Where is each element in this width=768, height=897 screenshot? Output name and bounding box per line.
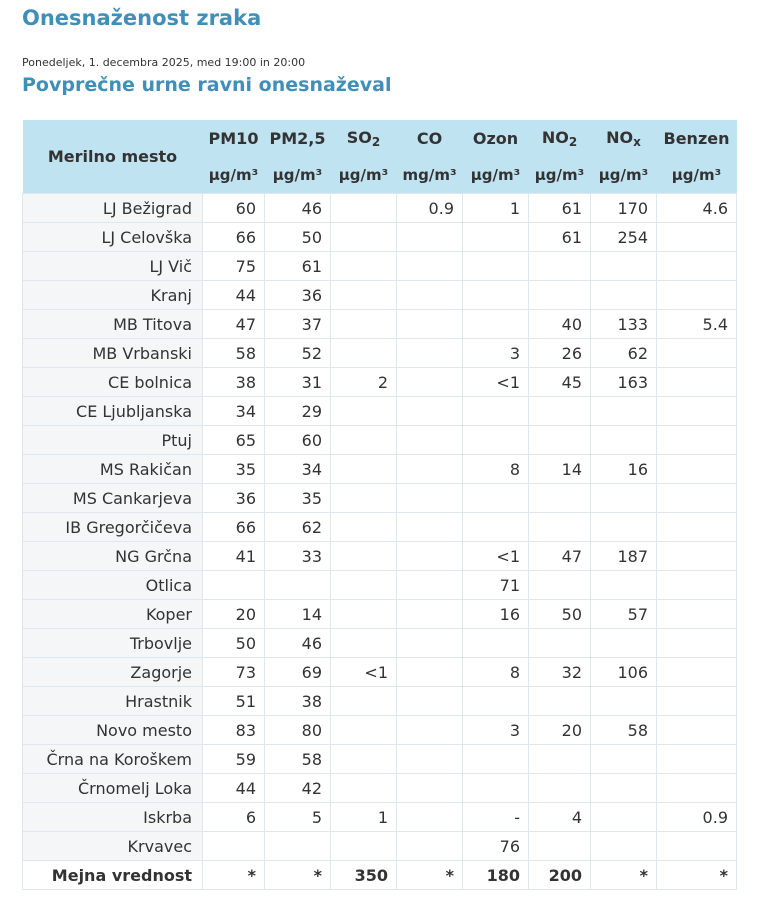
value-cell [657, 658, 737, 687]
value-cell [591, 426, 657, 455]
table-row [23, 600, 737, 629]
value-cell: <1 [463, 368, 529, 397]
value-cell [657, 397, 737, 426]
value-cell: 6 [203, 803, 265, 832]
value-cell: 69 [265, 658, 331, 687]
value-cell [591, 629, 657, 658]
value-cell: 36 [265, 281, 331, 310]
table-row [23, 310, 737, 339]
value-cell [657, 484, 737, 513]
value-cell [203, 571, 265, 600]
station-name: MS Rakičan [23, 455, 203, 484]
value-cell: 44 [203, 281, 265, 310]
limit-value: * [203, 861, 265, 890]
value-cell [463, 223, 529, 252]
value-cell [331, 716, 397, 745]
value-cell [397, 368, 463, 397]
value-cell: 47 [203, 310, 265, 339]
value-cell [529, 484, 591, 513]
header-subscript: x [633, 135, 641, 149]
value-cell: 46 [265, 629, 331, 658]
value-cell [657, 629, 737, 658]
value-cell [331, 571, 397, 600]
header-1 [265, 120, 331, 157]
limit-value: 180 [463, 861, 529, 890]
header-3 [397, 120, 463, 157]
value-cell: 65 [203, 426, 265, 455]
value-cell: 37 [265, 310, 331, 339]
value-cell: 38 [265, 687, 331, 716]
value-cell [529, 281, 591, 310]
table-body [23, 194, 737, 890]
table-row [23, 629, 737, 658]
station-name: MS Cankarjeva [23, 484, 203, 513]
value-cell: 4 [529, 803, 591, 832]
table-row [23, 223, 737, 252]
value-cell [463, 774, 529, 803]
header-name: NO [606, 128, 634, 147]
value-cell [657, 339, 737, 368]
value-cell [463, 745, 529, 774]
value-cell [331, 310, 397, 339]
limit-value: * [657, 861, 737, 890]
value-cell: 45 [529, 368, 591, 397]
value-cell: 66 [203, 513, 265, 542]
section-subtitle: Povprečne urne ravni onesnaževal [22, 74, 392, 96]
value-cell [397, 745, 463, 774]
value-cell [463, 629, 529, 658]
value-cell [591, 513, 657, 542]
value-cell [397, 571, 463, 600]
page-title: Onesnaženost zraka [22, 6, 262, 30]
limit-value: 200 [529, 861, 591, 890]
table-row [23, 484, 737, 513]
value-cell: 58 [591, 716, 657, 745]
value-cell [331, 339, 397, 368]
header-unit: µg/m³ [265, 157, 331, 194]
value-cell [331, 194, 397, 223]
value-cell: 170 [591, 194, 657, 223]
value-cell [331, 774, 397, 803]
header-name: PM10 [208, 129, 259, 148]
value-cell: 75 [203, 252, 265, 281]
value-cell [331, 252, 397, 281]
value-cell [331, 484, 397, 513]
value-cell: 66 [203, 223, 265, 252]
value-cell: 58 [203, 339, 265, 368]
value-cell: 73 [203, 658, 265, 687]
value-cell: 35 [203, 455, 265, 484]
value-cell [657, 368, 737, 397]
table-row [23, 455, 737, 484]
value-cell [529, 397, 591, 426]
value-cell [331, 687, 397, 716]
value-cell [331, 223, 397, 252]
value-cell: 20 [529, 716, 591, 745]
value-cell [657, 426, 737, 455]
value-cell: 14 [529, 455, 591, 484]
value-cell: 50 [265, 223, 331, 252]
value-cell: 71 [463, 571, 529, 600]
value-cell [591, 281, 657, 310]
header-unit: µg/m³ [331, 157, 397, 194]
value-cell: 5.4 [657, 310, 737, 339]
header-name: CO [416, 129, 443, 148]
value-cell: 41 [203, 542, 265, 571]
station-name: Kranj [23, 281, 203, 310]
value-cell: 0.9 [397, 194, 463, 223]
value-cell [657, 571, 737, 600]
value-cell [397, 252, 463, 281]
value-cell: 2 [331, 368, 397, 397]
value-cell: <1 [463, 542, 529, 571]
table-row [23, 687, 737, 716]
table-row [23, 774, 737, 803]
value-cell [397, 803, 463, 832]
station-name: LJ Vič [23, 252, 203, 281]
value-cell: 14 [265, 600, 331, 629]
value-cell [397, 687, 463, 716]
limit-row [23, 861, 737, 890]
value-cell: 58 [265, 745, 331, 774]
value-cell [331, 455, 397, 484]
limit-value: * [397, 861, 463, 890]
value-cell: 44 [203, 774, 265, 803]
value-cell: 59 [203, 745, 265, 774]
value-cell [397, 774, 463, 803]
value-cell: 4.6 [657, 194, 737, 223]
value-cell: 0.9 [657, 803, 737, 832]
value-cell [657, 252, 737, 281]
table-row [23, 658, 737, 687]
value-cell [529, 252, 591, 281]
value-cell: 57 [591, 600, 657, 629]
value-cell [331, 542, 397, 571]
table-row [23, 745, 737, 774]
value-cell [591, 832, 657, 861]
value-cell: 34 [203, 397, 265, 426]
value-cell [397, 658, 463, 687]
value-cell [397, 832, 463, 861]
value-cell [463, 426, 529, 455]
value-cell: 3 [463, 339, 529, 368]
value-cell [265, 571, 331, 600]
value-cell: 35 [265, 484, 331, 513]
value-cell [397, 339, 463, 368]
value-cell [529, 513, 591, 542]
value-cell: 62 [265, 513, 331, 542]
value-cell: 32 [529, 658, 591, 687]
table-row [23, 339, 737, 368]
header-name: SO [346, 128, 372, 147]
station-name: LJ Celovška [23, 223, 203, 252]
value-cell: 133 [591, 310, 657, 339]
value-cell: 8 [463, 455, 529, 484]
value-cell [657, 542, 737, 571]
header-6 [591, 120, 657, 157]
value-cell [591, 484, 657, 513]
value-cell [657, 832, 737, 861]
header-0 [203, 120, 265, 157]
header-unit: µg/m³ [203, 157, 265, 194]
value-cell [657, 281, 737, 310]
table-row [23, 426, 737, 455]
value-cell [331, 426, 397, 455]
value-cell [591, 397, 657, 426]
value-cell [529, 629, 591, 658]
value-cell [397, 629, 463, 658]
value-cell: 61 [265, 252, 331, 281]
value-cell [591, 687, 657, 716]
value-cell [657, 513, 737, 542]
header-unit: µg/m³ [657, 157, 737, 194]
station-name: LJ Bežigrad [23, 194, 203, 223]
value-cell: 106 [591, 658, 657, 687]
value-cell: 1 [463, 194, 529, 223]
station-name: Krvavec [23, 832, 203, 861]
value-cell [657, 716, 737, 745]
value-cell [397, 542, 463, 571]
table-row [23, 397, 737, 426]
value-cell [657, 687, 737, 716]
value-cell: 60 [203, 194, 265, 223]
table-row [23, 252, 737, 281]
value-cell: 50 [529, 600, 591, 629]
value-cell: 50 [203, 629, 265, 658]
value-cell [397, 455, 463, 484]
value-cell: 62 [591, 339, 657, 368]
value-cell [529, 774, 591, 803]
table-row [23, 832, 737, 861]
value-cell [463, 310, 529, 339]
value-cell [397, 716, 463, 745]
value-cell: 60 [265, 426, 331, 455]
value-cell [657, 455, 737, 484]
value-cell [529, 571, 591, 600]
table-row [23, 281, 737, 310]
value-cell [657, 600, 737, 629]
value-cell [331, 832, 397, 861]
value-cell: 33 [265, 542, 331, 571]
value-cell [463, 513, 529, 542]
header-name: Benzen [663, 129, 730, 148]
value-cell [463, 281, 529, 310]
limit-label: Mejna vrednost [23, 861, 203, 890]
value-cell: 8 [463, 658, 529, 687]
pollution-table [22, 120, 737, 890]
table-row [23, 716, 737, 745]
header-unit: µg/m³ [463, 157, 529, 194]
table-row [23, 513, 737, 542]
station-name: NG Grčna [23, 542, 203, 571]
value-cell [463, 252, 529, 281]
value-cell [529, 832, 591, 861]
value-cell: 47 [529, 542, 591, 571]
header-name: NO [541, 128, 569, 147]
value-cell: 38 [203, 368, 265, 397]
value-cell [397, 426, 463, 455]
header-7 [657, 120, 737, 157]
limit-value: * [265, 861, 331, 890]
value-cell: 51 [203, 687, 265, 716]
value-cell [591, 571, 657, 600]
header-unit: µg/m³ [529, 157, 591, 194]
value-cell: 16 [591, 455, 657, 484]
value-cell [331, 600, 397, 629]
value-cell [397, 600, 463, 629]
limit-value: 350 [331, 861, 397, 890]
value-cell: 61 [529, 223, 591, 252]
table-row [23, 571, 737, 600]
value-cell: - [463, 803, 529, 832]
value-cell: 34 [265, 455, 331, 484]
value-cell: 26 [529, 339, 591, 368]
value-cell: 61 [529, 194, 591, 223]
header-name: PM2,5 [269, 129, 326, 148]
value-cell [265, 832, 331, 861]
value-cell [397, 397, 463, 426]
value-cell [657, 774, 737, 803]
value-cell: 29 [265, 397, 331, 426]
value-cell: 80 [265, 716, 331, 745]
value-cell: <1 [331, 658, 397, 687]
value-cell [591, 803, 657, 832]
header-station: Merilno mesto [23, 120, 203, 194]
station-name: Ptuj [23, 426, 203, 455]
value-cell [591, 252, 657, 281]
limit-value: * [591, 861, 657, 890]
header-unit: µg/m³ [591, 157, 657, 194]
header-4 [463, 120, 529, 157]
value-cell: 40 [529, 310, 591, 339]
value-cell [529, 426, 591, 455]
value-cell: 1 [331, 803, 397, 832]
value-cell [203, 832, 265, 861]
value-cell [529, 745, 591, 774]
value-cell [591, 745, 657, 774]
value-cell: 5 [265, 803, 331, 832]
value-cell [331, 397, 397, 426]
value-cell: 42 [265, 774, 331, 803]
value-cell: 76 [463, 832, 529, 861]
station-name: Iskrba [23, 803, 203, 832]
value-cell: 36 [203, 484, 265, 513]
value-cell [529, 687, 591, 716]
value-cell: 16 [463, 600, 529, 629]
value-cell: 46 [265, 194, 331, 223]
station-name: MB Titova [23, 310, 203, 339]
station-name: MB Vrbanski [23, 339, 203, 368]
header-subscript: 2 [371, 135, 381, 149]
station-name: Zagorje [23, 658, 203, 687]
value-cell [331, 629, 397, 658]
value-cell [331, 745, 397, 774]
value-cell [463, 687, 529, 716]
header-name: Ozon [472, 129, 519, 148]
header-row [23, 120, 737, 157]
header-2 [331, 120, 397, 157]
value-cell: 20 [203, 600, 265, 629]
table-row [23, 368, 737, 397]
value-cell [463, 397, 529, 426]
value-cell [397, 281, 463, 310]
station-name: IB Gregorčičeva [23, 513, 203, 542]
station-name: CE bolnica [23, 368, 203, 397]
value-cell: 254 [591, 223, 657, 252]
station-name: Novo mesto [23, 716, 203, 745]
value-cell [463, 484, 529, 513]
value-cell [397, 223, 463, 252]
header-5 [529, 120, 591, 157]
station-name: CE Ljubljanska [23, 397, 203, 426]
value-cell [397, 484, 463, 513]
value-cell [397, 310, 463, 339]
value-cell: 163 [591, 368, 657, 397]
date-line: Ponedeljek, 1. decembra 2025, med 19:00 in 20:00 [22, 56, 306, 69]
value-cell [657, 223, 737, 252]
value-cell: 52 [265, 339, 331, 368]
station-name: Črnomelj Loka [23, 774, 203, 803]
value-cell [657, 745, 737, 774]
value-cell [331, 281, 397, 310]
station-name: Črna na Koroškem [23, 745, 203, 774]
table-row [23, 542, 737, 571]
table-row [23, 194, 737, 223]
value-cell: 187 [591, 542, 657, 571]
station-name: Koper [23, 600, 203, 629]
value-cell: 83 [203, 716, 265, 745]
value-cell [591, 774, 657, 803]
value-cell [331, 513, 397, 542]
station-name: Hrastnik [23, 687, 203, 716]
header-unit: mg/m³ [397, 157, 463, 194]
header-subscript: 2 [568, 135, 578, 149]
table-row [23, 803, 737, 832]
value-cell: 3 [463, 716, 529, 745]
station-name: Otlica [23, 571, 203, 600]
value-cell: 31 [265, 368, 331, 397]
station-name: Trbovlje [23, 629, 203, 658]
value-cell [397, 513, 463, 542]
